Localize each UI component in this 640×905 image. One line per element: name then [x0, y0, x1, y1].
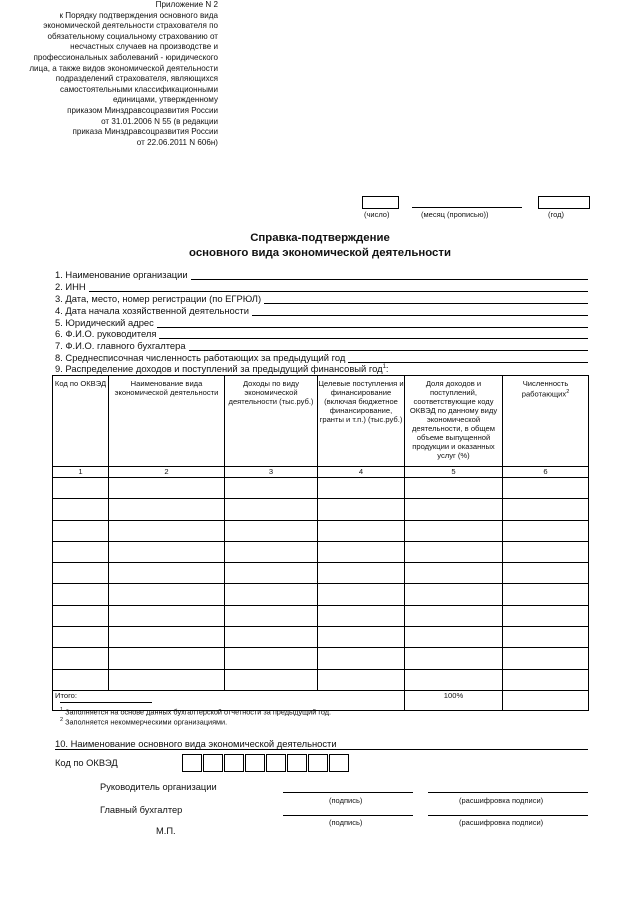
title-line-1: Справка-подтверждение [250, 232, 390, 244]
header-activity: Наименование вида экономической деятельности [109, 376, 225, 467]
field-label: 1. Наименование организации [55, 269, 191, 280]
page-title [0, 231, 640, 260]
header-line: обязательному социальному страхованию от [47, 31, 218, 41]
accountant-label: Главный бухгалтер [100, 805, 183, 815]
field-label: 4. Дата начала хозяйственной деятельности [55, 305, 252, 316]
income-table [52, 375, 589, 711]
header-line: несчастных случаев на производстве и [70, 42, 218, 52]
header-headcount: Численность работающих$^2$ [503, 376, 589, 467]
day-box[interactable] [362, 196, 399, 209]
field-label: 9. Распределение доходов и поступлений за предыдущий финансовый год$^1$: [55, 363, 392, 374]
table-row[interactable] [53, 669, 589, 690]
field-main-activity[interactable] [55, 738, 588, 750]
header-line: подразделений страхователя, являющихся [55, 74, 218, 84]
field-label: 2. ИНН [55, 281, 89, 292]
table-row[interactable] [53, 478, 589, 499]
header-line: профессиональных заболеваний - юридического [33, 52, 218, 62]
col-number: 3 [225, 467, 318, 478]
col-number: 5 [405, 467, 503, 478]
year-box[interactable] [538, 196, 590, 209]
director-decode-line[interactable] [428, 792, 588, 793]
header-line: Приложение N 2 [155, 0, 218, 9]
director-decode-hint: (расшифровка подписи) [459, 796, 544, 805]
accountant-decode-line[interactable] [428, 815, 588, 816]
header-line: единицами, утвержденному [112, 95, 218, 105]
header-line: экономической деятельности страхователя по [43, 21, 218, 31]
field-label: 5. Юридический адрес [55, 317, 157, 328]
col-number: 6 [503, 467, 589, 478]
month-label: (месяц (прописью)) [421, 210, 489, 219]
header-line: приказа Минздравсоцразвития России [72, 127, 218, 137]
table-row[interactable] [53, 563, 589, 584]
table-row[interactable] [53, 584, 589, 605]
field-inn[interactable] [55, 281, 588, 292]
year-label: (год) [548, 210, 564, 219]
table-row[interactable] [53, 605, 589, 626]
footnote-2: $^2$ Заполняется некоммерческими организациями. [60, 717, 228, 727]
field-start-date[interactable] [55, 305, 588, 316]
accountant-decode-hint: (расшифровка подписи) [459, 818, 544, 827]
director-signature-line[interactable] [283, 792, 413, 793]
field-accountant-name[interactable] [55, 340, 588, 351]
table-row[interactable] [53, 499, 589, 520]
director-signature-hint: (подпись) [329, 796, 363, 805]
table-row[interactable] [53, 627, 589, 648]
table-row[interactable] [53, 541, 589, 562]
header-income: Доходы по виду экономической деятельности (тыс.руб.) [225, 376, 318, 467]
field-label: 10. Наименование основного вида экономической деятельности [55, 738, 340, 749]
col-number: 2 [109, 467, 225, 478]
total-label: Итого: [53, 690, 405, 710]
header-share: Доля доходов и поступлений, соответствующие коду ОКВЭД по данному виду экономической деятельности, в общем объеме выпущенной продукции и оказанных услуг (%) [405, 376, 503, 467]
footnote-1: $^1$ Заполняется на основе данных бухгалтерской отчетности за предыдущий год. [60, 707, 332, 717]
col-number: 1 [53, 467, 109, 478]
field-label: 7. Ф.И.О. главного бухгалтера [55, 340, 189, 351]
header-line: приказом Минздравсоцразвития России [67, 105, 218, 115]
stamp-label: М.П. [156, 826, 176, 836]
field-registration[interactable] [55, 293, 588, 304]
accountant-signature-line[interactable] [283, 815, 413, 816]
accountant-signature-hint: (подпись) [329, 818, 363, 827]
header-note [0, 0, 218, 148]
field-income-distribution [55, 363, 588, 374]
field-legal-address[interactable] [55, 317, 588, 328]
month-line[interactable] [412, 207, 522, 208]
table-row[interactable] [53, 520, 589, 541]
field-label: 3. Дата, место, номер регистрации (по ЕГРЮЛ) [55, 293, 264, 304]
total-percent: 100% [405, 690, 503, 710]
header-line: лица, а также видов экономической деятельности [29, 63, 218, 73]
header-line: от 22.06.2011 N 606н) [136, 137, 218, 147]
header-okved: Код по ОКВЭД [53, 376, 109, 467]
field-organization-name[interactable] [55, 269, 588, 280]
col-number: 4 [318, 467, 405, 478]
header-targeted: Целевые поступления и финансирование (включая бюджетное финансирование, гранты и т.п.) (тыс.руб.) [318, 376, 405, 467]
header-line: от 31.01.2006 N 55 (в редакции [101, 116, 218, 126]
header-line: к Порядку подтверждения основного вида [59, 10, 218, 20]
header-line: самостоятельными классификационными [60, 84, 218, 94]
field-headcount[interactable] [55, 352, 588, 363]
field-label: 8. Среднесписочная численность работающих за предыдущий год [55, 352, 348, 363]
okved-label: Код по ОКВЭД [55, 758, 118, 768]
table-row[interactable] [53, 648, 589, 669]
field-label: 6. Ф.И.О. руководителя [55, 328, 159, 339]
footnote-divider [60, 702, 152, 703]
field-director-name[interactable] [55, 328, 588, 339]
director-label: Руководитель организации [100, 782, 217, 792]
day-label: (число) [364, 210, 390, 219]
title-line-2: основного вида экономической деятельности [189, 246, 451, 259]
